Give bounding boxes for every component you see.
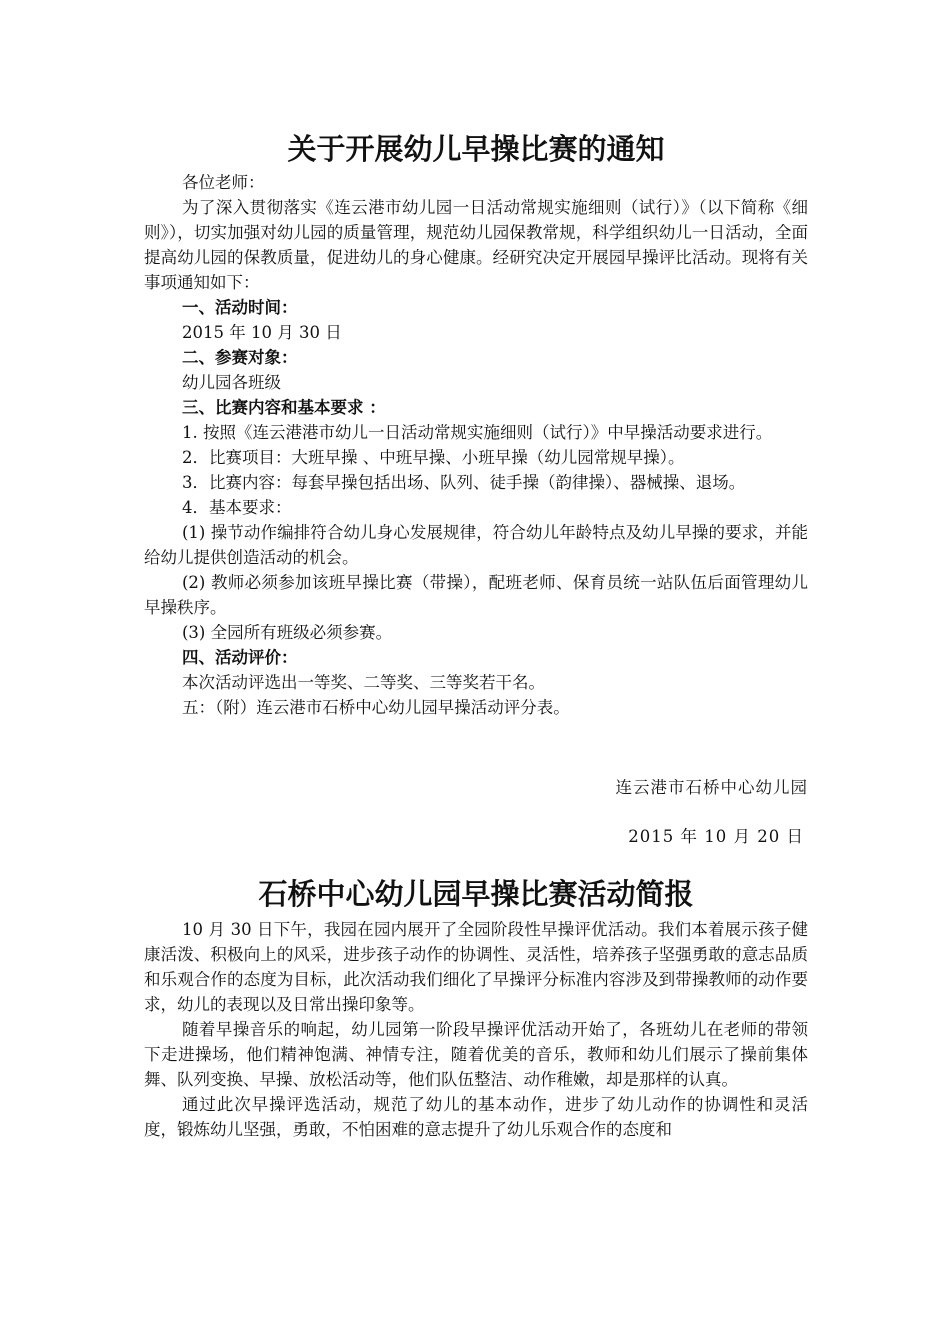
report-title: 石桥中心幼儿园早操比赛活动简报 (258, 877, 694, 911)
section-evaluation-heading: 四、活动评价： (182, 648, 298, 667)
intro-paragraph: 为了深入贯彻落实《连云港市幼儿园一日活动常规实施细则（试行）》（以下简称《细则》），切实加强对幼儿园的质量管理，规范幼儿园保教常规，科学组织幼儿一日活动，全面提高幼儿园的保教质量，促进幼儿的身心健康。经研究决定开展园早操评比活动。现将有关事项通知如下： (144, 198, 808, 292)
attachment-note: 五：（附）连云港市石桥中心幼儿园早操活动评分表。 (182, 698, 570, 717)
requirement-1: (1) 操节动作编排符合幼儿身心发展规律，符合幼儿年龄特点及幼儿早操的要求，并能给幼儿提供创造活动的机会。 (144, 523, 808, 567)
greeting: 各位老师： (182, 173, 265, 192)
section-time-text: 2015 年 10 月 30 日 (182, 323, 342, 342)
section-content-heading: 三、比赛内容和基本要求 ： (182, 398, 386, 417)
requirement-3: (3) 全园所有班级必须参赛。 (182, 623, 393, 642)
section-evaluation-text: 本次活动评选出一等奖、二等奖、三等奖若干名。 (182, 673, 545, 692)
section-participants-text: 幼儿园各班级 (182, 373, 281, 392)
section-participants-heading: 二、参赛对象： (182, 348, 298, 367)
report-paragraph-1: 10 月 30 日下午，我园在园内展开了全园阶段性早操评优活动。我们本着展示孩子健康活泼、积极向上的风采，进步孩子动作的协调性、灵活性，培养孩子坚强勇敢的意志品质和乐观合作的态度为目标，此次活动我们细化了早操评分标准内容涉及到带操教师的动作要求，幼儿的表现以及日常出操印象等。 (144, 920, 808, 1014)
signature-organization: 连云港市石桥中心幼儿园 (615, 778, 808, 797)
content-item-4: 4．基本要求： (182, 498, 292, 517)
notice-title: 关于开展幼儿早操比赛的通知 (287, 132, 665, 166)
report-paragraph-3: 通过此次早操评选活动，规范了幼儿的基本动作，进步了幼儿动作的协调性和灵活度，锻炼幼儿坚强，勇敢，不怕困难的意志提升了幼儿乐观合作的态度和 (144, 1095, 808, 1139)
content-item-3: 3．比赛内容：每套早操包括出场、队列、徒手操（韵律操）、器械操、退场。 (182, 473, 746, 492)
report-paragraph-2: 随着早操音乐的响起，幼儿园第一阶段早操评优活动开始了，各班幼儿在老师的带领下走进操场，他们精神饱满、神情专注，随着优美的音乐，教师和幼儿们展示了操前集体舞、队列变换、早操、放松活动等，他们队伍整洁、动作稚嫩，却是那样的认真。 (144, 1020, 808, 1089)
signature-date: 2015 年 10 月 20 日 (628, 827, 804, 846)
document-page (144, 128, 808, 1142)
content-item-1: 1. 按照《连云港港市幼儿一日活动常规实施细则（试行）》中早操活动要求进行。 (182, 423, 773, 442)
requirement-2: (2) 教师必须参加该班早操比赛（带操），配班老师、保育员统一站队伍后面管理幼儿早操秩序。 (144, 573, 808, 617)
section-time-heading: 一、活动时间： (182, 298, 298, 317)
content-item-2: 2．比赛项目：大班早操 、中班早操、小班早操（幼儿园常规早操）。 (182, 448, 685, 467)
